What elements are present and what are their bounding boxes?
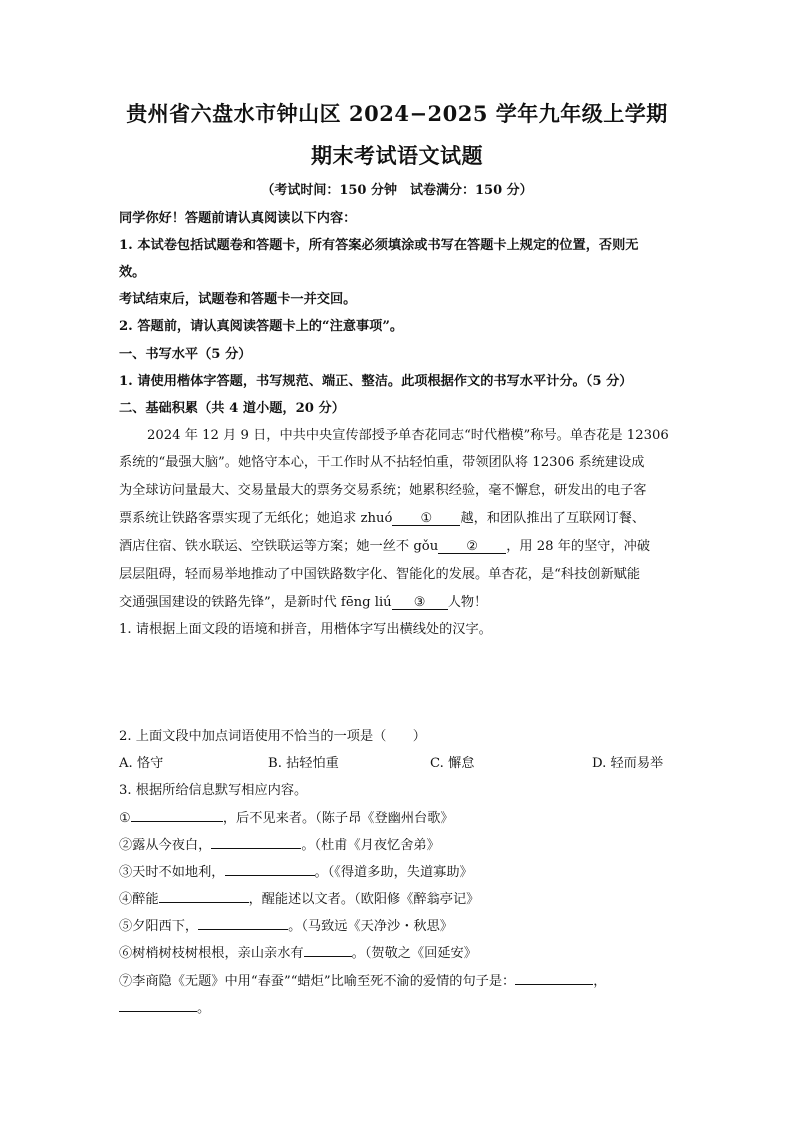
recite-item-2-pre: ②露从今夜白， bbox=[119, 838, 212, 853]
recite-item-4-post: ，醒能述以文者。（欧阳修《醉翁亭记》 bbox=[248, 892, 480, 907]
recite-item-3 bbox=[119, 861, 473, 880]
exam-title-line1: 贵州省六盘水市钟山区 2024−2025 学年九年级上学期 bbox=[126, 101, 668, 126]
recite-item-7-cont bbox=[119, 997, 210, 1016]
recite-item-7-end: 。 bbox=[197, 1001, 211, 1016]
blank-1: ① bbox=[392, 512, 460, 526]
passage-line-7-pre: 交通强国建设的铁路先锋”，是新时代 fēng liú bbox=[119, 595, 392, 610]
option-c: C. 懈怠 bbox=[430, 756, 475, 771]
recite-item-1-text: ，后不见来者。（陈子昂《登幽州台歌》 bbox=[222, 811, 454, 826]
passage-line-3: 为全球访问量最大、交易量最大的票务交易系统；她累积经验，毫不懈怠，研发出的电子客 bbox=[119, 483, 647, 498]
passage-line-4-pre: 票系统让铁路客票实现了无纸化；她追求 zhuó bbox=[119, 511, 393, 526]
recite-item-7-text: ⑦李商隐《无题》中用“春蚕”“蜡炬”比喻至死不渝的爱情的句子是： bbox=[119, 974, 516, 989]
option-a: A. 恪守 bbox=[119, 756, 164, 771]
recite-blank-7a bbox=[515, 984, 593, 985]
recite-item-1-mark: ① bbox=[119, 811, 131, 826]
instructions-greeting: 同学你好！答题前请认真阅读以下内容： bbox=[119, 211, 357, 226]
recite-item-5-post: 。（马致远《天净沙・秋思》 bbox=[288, 919, 453, 934]
question-1: 1. 请根据上面文段的语境和拼音，用楷体字写出横线处的汉字。 bbox=[119, 622, 492, 637]
recite-item-7-sep: ， bbox=[593, 974, 607, 989]
recite-blank-6 bbox=[304, 956, 352, 957]
passage-line-5 bbox=[119, 535, 650, 554]
question-2-stem: 2. 上面文段中加点词语使用不恰当的一项是（ ） bbox=[119, 729, 426, 744]
recite-item-5-pre: ⑤夕阳西下， bbox=[119, 919, 199, 934]
exam-info: （考试时间：150 分钟 试卷满分：150 分） bbox=[261, 183, 533, 198]
recite-item-3-post: 。（《得道多助，失道寡助》 bbox=[314, 865, 473, 880]
recite-item-2 bbox=[119, 834, 440, 853]
passage-line-4-post: 越，和团队推出了互联网订餐、 bbox=[460, 511, 646, 526]
passage-line-5-post: ，用 28 年的坚守，冲破 bbox=[506, 539, 651, 554]
recite-blank-2 bbox=[211, 848, 301, 849]
recite-item-7 bbox=[119, 970, 606, 989]
recite-blank-4 bbox=[159, 902, 249, 903]
instruction-item-1-return: 考试结束后，试题卷和答题卡一并交回。 bbox=[119, 292, 357, 307]
recite-item-4 bbox=[119, 888, 479, 907]
option-b: B. 拈轻怕重 bbox=[268, 756, 339, 771]
instruction-item-1-cont: 效。 bbox=[119, 265, 146, 280]
section1-question: 1. 请使用楷体字答题，书写规范、端正、整洁。此项根据作文的书写水平计分。（5 分） bbox=[119, 374, 633, 389]
instruction-item-1: 1. 本试卷包括试题卷和答题卡，所有答案必须填涂或书写在答题卡上规定的位置，否则无 bbox=[119, 238, 639, 253]
recite-blank-7b bbox=[119, 1011, 197, 1012]
option-d: D. 轻而易举 bbox=[592, 756, 664, 771]
recite-item-6-pre: ⑥树梢树枝树根根，亲山亲水有 bbox=[119, 946, 304, 961]
question-3-stem: 3. 根据所给信息默写相应内容。 bbox=[119, 783, 308, 798]
recite-item-1 bbox=[119, 807, 454, 826]
recite-item-6-post: 。（贺敬之《回延安》 bbox=[351, 946, 477, 961]
recite-item-5 bbox=[119, 915, 453, 934]
passage-line-5-pre: 酒店住宿、铁水联运、空铁联运等方案；她一丝不 gǒu bbox=[119, 539, 439, 554]
recite-blank-3 bbox=[225, 875, 315, 876]
passage-line-4 bbox=[119, 507, 645, 526]
recite-item-6 bbox=[119, 942, 477, 961]
passage-line-6: 层层阻碍，轻而易举地推动了中国铁路数字化、智能化的发展。单杏花，是“科技创新赋能 bbox=[119, 567, 641, 582]
passage-line-7 bbox=[119, 591, 487, 610]
exam-title-line2: 期末考试语文试题 bbox=[311, 143, 483, 168]
recite-blank-1 bbox=[131, 821, 223, 822]
passage-line-7-post: 人物！ bbox=[447, 595, 488, 610]
blank-3: ③ bbox=[392, 596, 448, 610]
passage-line-1: 2024 年 12 月 9 日，中共中央宣传部授予单杏花同志“时代楷模”称号。单杏花是 12306 bbox=[147, 428, 669, 443]
recite-item-2-post: 。（杜甫《月夜忆舍弟》 bbox=[301, 838, 440, 853]
recite-blank-5 bbox=[198, 929, 288, 930]
passage-line-2: 系统的“最强大脑”。她恪守本心，干工作时从不拈轻怕重，带领团队将 12306 系统建设成 bbox=[119, 455, 645, 470]
instruction-item-2: 2. 答题前，请认真阅读答题卡上的“注意事项”。 bbox=[119, 319, 404, 334]
blank-2: ② bbox=[438, 540, 506, 554]
section2-heading: 二、基础积累（共 4 道小题，20 分） bbox=[119, 401, 345, 416]
recite-item-3-pre: ③天时不如地利， bbox=[119, 865, 225, 880]
section1-heading: 一、书写水平（5 分） bbox=[119, 347, 252, 362]
recite-item-4-pre: ④醉能 bbox=[119, 892, 159, 907]
